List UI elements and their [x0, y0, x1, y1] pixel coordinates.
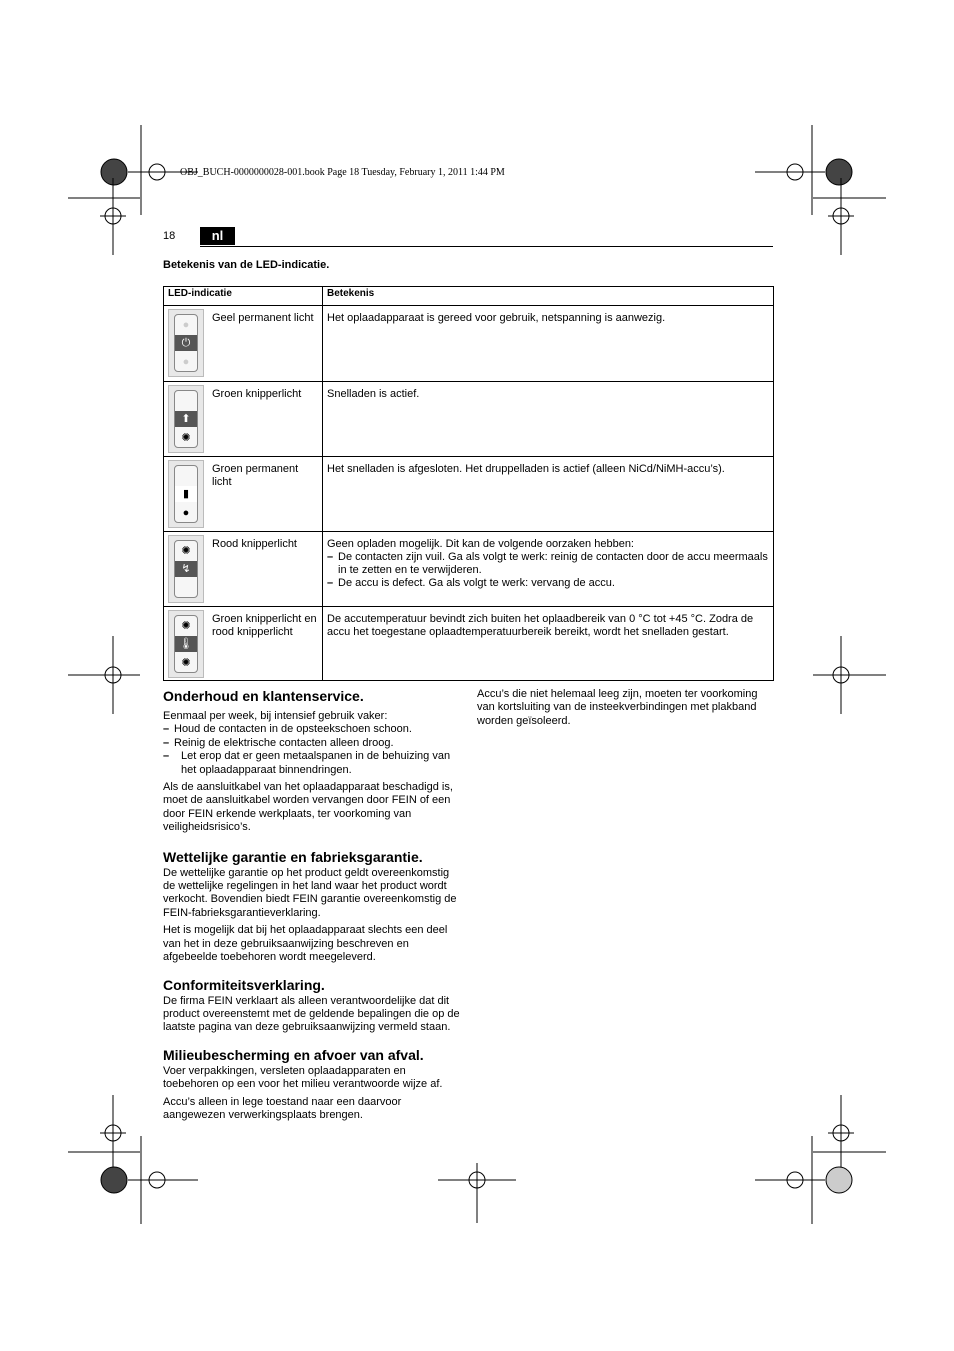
table-row — [164, 532, 774, 607]
led-label: Groen knipperlicht en rood knipperlicht — [212, 613, 317, 638]
led-label: Groen permanent licht — [212, 463, 299, 488]
meaning-cell — [323, 532, 774, 607]
led-label: Groen knipperlicht — [212, 388, 302, 400]
warranty-paragraph: Het is mogelijk dat bij het oplaadapparaat slechts een deel van het in deze gebruiksaanwijzing beschreven en afgebeelde toebehoren wordt meegeleverd. — [163, 924, 448, 964]
language-tab: nl — [200, 227, 235, 245]
list-item: – Reinig de elektrische contacten alleen droog. — [163, 737, 461, 750]
led-label: Rood knipperlicht — [212, 538, 297, 550]
conformity-paragraph: De firma FEIN verklaart als alleen verantwoordelijke dat dit product overeenstemt met de geldende bepalingen die op de laatste pagina van deze gebruiksaanwijzing vermeld staan. — [163, 994, 460, 1034]
led-cell — [164, 457, 323, 532]
charging-arrow-icon: ⬆ — [181, 413, 191, 425]
battery-full-icon: ▮ — [182, 488, 190, 500]
header-rule — [200, 246, 773, 247]
led-cell — [164, 382, 323, 457]
meaning-cell: De accutemperatuur bevindt zich buiten het oplaadbereik van 0 °C tot +45 °C. Zodra de accu het toegestane oplaadtemperatuurbereik bereikt, wordt het snelladen gestart. — [323, 607, 774, 681]
led-table — [163, 286, 774, 681]
led-cell — [164, 607, 323, 681]
table-header-row — [164, 287, 774, 306]
battery-defect-icon: ↯ — [181, 563, 191, 575]
maintenance-intro: Eenmaal per week, bij intensief gebruik vaker: — [163, 710, 388, 722]
table-row — [164, 306, 774, 382]
led-picture: ✺ 🌡 ✺ — [168, 610, 204, 678]
table-row — [164, 607, 774, 681]
meaning-intro: Geen opladen mogelijk. Dit kan de volgende oorzaken hebben: — [327, 538, 634, 550]
led-picture: ✺ ↯ — [168, 535, 204, 603]
list-item: – Let erop dat er geen metaalspanen in de behuizing van het oplaadapparaat binnendringen. — [163, 750, 461, 777]
thermometer-icon: 🌡 — [179, 638, 193, 650]
meaning-cell: Het snelladen is afgesloten. Het druppelladen is actief (alleen NiCd/NiMH-accu’s). — [323, 457, 774, 532]
list-item: – De accu is defect. Ga als volgt te werk: vervang de accu. — [327, 577, 769, 590]
conformity-heading: Conformiteitsverklaring. — [163, 976, 325, 993]
warranty-paragraph: De wettelijke garantie op het product geldt overeenkomstig de wettelijke regelingen in het land waar het product wordt verkocht. Bovendien biedt FEIN garantie overeenkomstig de FEIN-fabrieksgarantieverklaring. — [163, 866, 457, 919]
led-cell — [164, 532, 323, 607]
column-header-led: LED-indicatie — [164, 287, 323, 306]
led-label: Geel permanent licht — [212, 312, 314, 324]
led-picture: ⏻ ● ● — [168, 309, 204, 377]
column-header-meaning: Betekenis — [323, 287, 774, 306]
page-number: 18 — [163, 230, 176, 242]
maintenance-list — [163, 723, 461, 777]
meaning-cell: Het oplaadapparaat is gereed voor gebruik, netspanning is aanwezig. — [323, 306, 774, 382]
maintenance-paragraph: Als de aansluitkabel van het oplaadapparaat beschadigd is, moet de aansluitkabel worden vervangen door FEIN of een door FEIN erkende werkplaats, ter voorkoming van veiligheidsrisico’s. — [163, 781, 453, 834]
meaning-cell: Snelladen is actief. — [323, 382, 774, 457]
right-paragraph: Accu’s die niet helemaal leeg zijn, moeten ter voorkoming van kortsluiting van de insteekverbindingen met plakband worden geïsoleerd. — [477, 688, 758, 727]
right-column — [477, 688, 767, 732]
environment-paragraph: Accu’s alleen in lege toestand naar een daarvoor aangewezen verwerkingsplaats brengen. — [163, 1095, 402, 1121]
maintenance-heading: Onderhoud en klantenservice. — [163, 688, 364, 704]
led-cell — [164, 306, 323, 382]
environment-heading: Milieubescherming en afvoer van afval. — [163, 1046, 424, 1063]
list-item: – Houd de contacten in de opsteekschoen schoon. — [163, 723, 461, 736]
led-picture: ▮ ● — [168, 460, 204, 528]
power-icon: ⏻ — [181, 337, 191, 349]
left-column — [163, 688, 461, 1126]
led-picture: ⬆ ✺ — [168, 385, 204, 453]
table-row — [164, 382, 774, 457]
table-row — [164, 457, 774, 532]
book-header: OBJ_BUCH-0000000028-001.book Page 18 Tuesday, February 1, 2011 1:44 PM — [180, 167, 505, 178]
list-item: – De contacten zijn vuil. Ga als volgt te werk: reinig de contacten door de accu meermaals in te zetten en te verwijderen. — [327, 551, 769, 577]
warranty-heading: Wettelijke garantie en fabrieksgarantie. — [163, 848, 423, 865]
section-caption: Betekenis van de LED-indicatie. — [163, 259, 330, 271]
environment-paragraph: Voer verpakkingen, versleten oplaadapparaten en toebehoren op een voor het milieu verantwoorde wijze af. — [163, 1064, 443, 1091]
